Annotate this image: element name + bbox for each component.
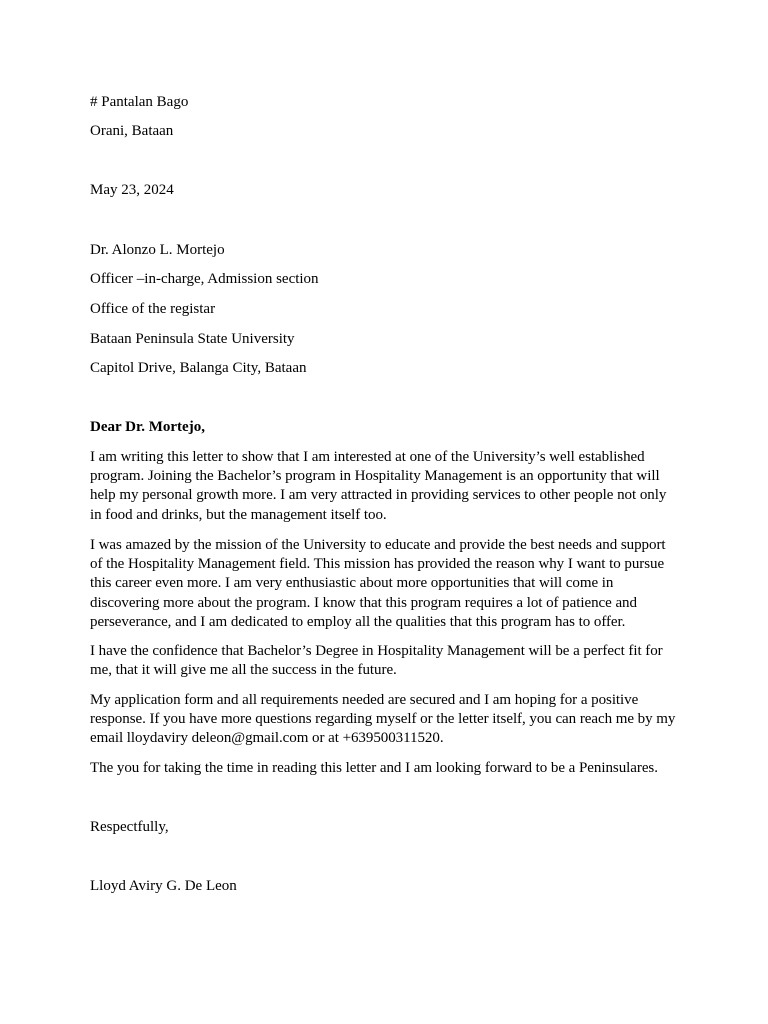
recipient-address: Capitol Drive, Balanga City, Bataan [90,360,307,376]
recipient-office: Office of the registar [90,301,216,317]
recipient-institution: Bataan Peninsula State University [90,331,295,347]
body-paragraph-4: My application form and all requirements needed are secured and I am hoping for a positive response. If you have more questions regarding myself or the letter itself, you can reach me by my email lloydaviry deleon@gmail.com or at +639500311520. [90,692,676,747]
letter-date: May 23, 2024 [90,182,174,198]
sender-address-line2: Orani, Bataan [90,123,174,139]
closing: Respectfully, [90,819,169,835]
body-paragraph-3: I have the confidence that Bachelor’s Degree in Hospitality Management will be a perfect fit for me, that it will give me all the success in the future. [90,643,663,679]
body-paragraph-1: I am writing this letter to show that I am interested at one of the University’s well established program. Joining the Bachelor’s program in Hospitality Management is an opportunity that will help my personal growth more. I am very attracted in providing services to other people not only in food and drinks, but the management itself too. [90,449,667,523]
body-paragraph-2: I was amazed by the mission of the University to educate and provide the best needs and support of the Hospitality Management field. This mission has provided the reason why I want to pursue this career even more. I am very enthusiastic about more opportunities that will come in discovering more about the program. I know that this program requires a lot of patience and perseverance, and I am dedicated to employ all the qualities that this program has to offer. [90,537,666,630]
signature-name: Lloyd Aviry G. De Leon [90,878,237,894]
recipient-name: Dr. Alonzo L. Mortejo [90,242,225,258]
body-paragraph-5: The you for taking the time in reading this letter and I am looking forward to be a Peninsulares. [90,760,658,776]
sender-address-line1: # Pantalan Bago [90,94,189,110]
salutation: Dear Dr. Mortejo, [90,419,205,435]
recipient-title: Officer –in-charge, Admission section [90,271,319,287]
